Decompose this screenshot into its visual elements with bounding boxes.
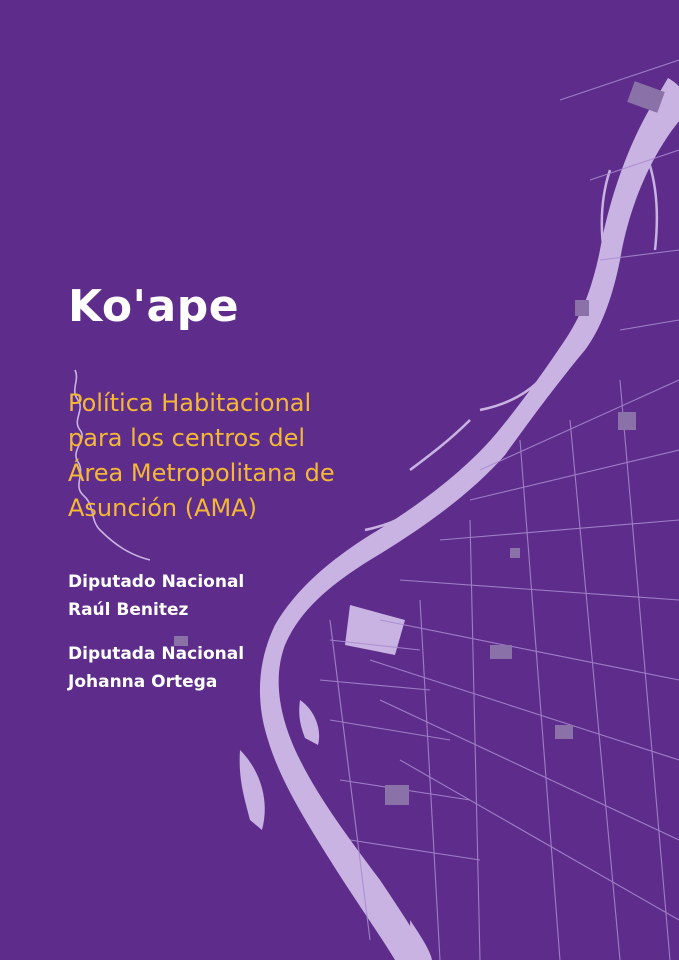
- cover-title: Ko'ape: [68, 281, 240, 332]
- subtitle-line: Asunción (AMA): [68, 494, 257, 522]
- cover-subtitle: [68, 386, 428, 526]
- author-name: Raúl Benitez: [68, 600, 189, 620]
- author-name: Johanna Ortega: [68, 672, 218, 692]
- island-shape: [240, 750, 265, 830]
- subtitle-line: para los centros del: [68, 424, 306, 452]
- author-role: Diputada Nacional: [68, 644, 245, 664]
- author-role: Diputado Nacional: [68, 572, 245, 592]
- island-shape: [299, 700, 319, 745]
- author-block: [68, 640, 244, 696]
- subtitle-line: Política Habitacional: [68, 389, 312, 417]
- subtitle-line: Área Metropolitana de: [68, 459, 335, 487]
- author-block: [68, 568, 244, 624]
